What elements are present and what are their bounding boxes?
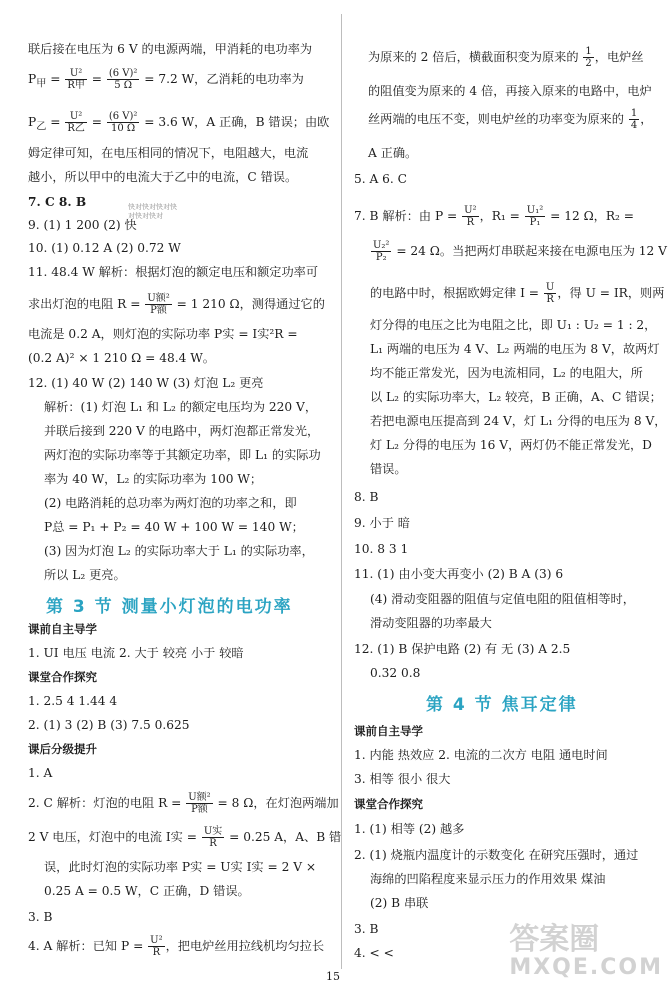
text-line: 灯分得的电压之比为电阻之比，即 U₁ : U₂ = 1 : 2， [370,318,657,332]
answer-line: 3. B [28,910,53,924]
formula-p-jia: $P_甲$ = $\frac{\text{U²}}{\text{R甲}}$ = $\frac{\text{(6 V)²}}{5 \Omega}$ = 7.2 W，乙消耗的电功率为 [28,68,304,91]
fraction: $\frac{\text{U₂²}}{\text{P₂}}$ [373,240,390,263]
answer-line: 2. (1) 烧瓶内温度计的示数变化 在研究压强时，通过 [354,848,639,862]
answer-10: 10. (1) 0.12 A (2) 0.72 W [28,241,181,255]
answer-line: 1. (1) 相等 (2) 越多 [354,822,465,836]
text-line: 联后接在电压为 6 V 的电源两端，甲消耗的电功率为 [28,42,313,56]
text-line: 并联后接到 220 V 的电路中，两灯泡都正常发光， [44,424,320,438]
answer-line: 10. 8 3 1 [354,542,409,556]
subsection-heading: 课后分级提升 [28,742,97,756]
answer-line: 1. UI 电压 电流 2. 大于 较亮 小于 较暗 [28,646,244,660]
fraction: $\frac{\text{U²}}{\text{R乙}}$ [67,111,85,134]
answer-7-formula: 7. B 解析：由 P = $\frac{\text{U²}}{R}$ ，R₁ = $\frac{\text{U₁²}}{\text{P₁}}$ = 12 Ω，R₂ = [354,205,635,228]
section-3-title: 第 3 节 测量小灯泡的电功率 [46,597,293,617]
answer-12: 12. (1) 40 W (2) 140 W (3) 灯泡 L₂ 更亮 [28,376,264,390]
fraction: $\frac{\text{U额²}}{\text{P额}}$ [147,293,170,316]
answer-2-current: 2 V 电压，灯泡中的电流 I实 = $\frac{\text{U实}}{R}$ = 0.25 A，A、B 错 [28,826,342,849]
text-line: 的阻值变为原来的 4 倍，再接入原来的电路中，电炉 [368,84,652,98]
text-line: L₁ 两端的电压为 4 V、L₂ 两端的电压为 8 V，故两灯 [370,342,660,356]
text-line: 若把电源电压提高到 24 V，灯 L₁ 分得的电压为 8 V， [370,414,667,428]
text-line: (3) 因为灯泡 L₂ 的实际功率大于 L₁ 的实际功率， [44,544,314,558]
text-line: A 正确。 [368,146,418,160]
text-line: 误，此时灯泡的实际功率 P实 = U实 I实 = 2 V × [44,860,317,874]
text-line: 为原来的 2 倍后，横截面积变为原来的 $\frac{1}{2}$ ，电炉丝 [368,46,644,69]
text-line: 海绵的凹陷程度来显示压力的作用效果 煤油 [370,872,606,886]
answer-line: 1. A [28,766,53,780]
subsection-heading: 课堂合作探究 [28,670,97,684]
subsection-heading: 课堂合作探究 [354,797,423,811]
answer-line: 11. (1) 由小变大再变小 (2) B A (3) 6 [354,567,564,581]
stamp-mark: 快对快对快对快对快对快对 [128,203,177,220]
text-line: 均不能正常发光，因为电流相同，L₂ 的电阻大，所 [370,366,643,380]
answer-11: 11. 48.4 W 解析：根据灯泡的额定电压和额定功率可 [28,265,319,279]
answer-line: 3. 相等 很小 很大 [354,772,451,786]
text-line: 丝两端的电压不变，则电炉丝的功率变为原来的 $\frac{1}{4}$ ， [368,108,653,131]
answer-line: 8. B [354,490,379,504]
text-line: 电流是 0.2 A，则灯泡的实际功率 P实 = I实²R = [28,327,298,341]
section-4-title: 第 4 节 焦耳定律 [426,695,578,715]
text-line: 0.32 0.8 [370,666,421,680]
subsection-heading: 课前自主导学 [28,622,97,636]
fraction: $\frac{\text{U额²}}{\text{P额}}$ [188,792,211,815]
answer-line: 12. (1) B 保护电路 (2) 有 无 (3) A 2.5 [354,642,571,656]
answer-line: 1. 2.5 4 1.44 4 [28,694,118,708]
text-line: (0.2 A)² × 1 210 Ω = 48.4 W。 [28,351,215,365]
answer-line: 1. 内能 热效应 2. 电流的二次方 电阻 通电时间 [354,748,608,762]
fraction: $\frac{\text{(6 V)²}}{10 \Omega}$ [108,111,138,134]
text-line: 姆定律可知，在电压相同的情况下，电阻越大，电流 [28,146,309,160]
text-line: 滑动变阻器的功率最大 [370,616,492,630]
answer-7-8: 7. C 8. B [28,195,87,209]
formula-resistance: 求出灯泡的电阻 R = $\frac{\text{U额²}}{\text{P额}}$ = 1 210 Ω，测得通过它的 [28,293,325,316]
text-line: (4) 滑动变阻器的阻值与定值电阻的阻值相等时， [370,592,635,606]
fraction: $\frac{\text{U²}}{R}$ [150,935,163,958]
text-line: 所以 L₂ 更亮。 [44,568,126,582]
text-line: 以 L₂ 的实际功率大，L₂ 较亮，B 正确，A、C 错误； [370,390,662,404]
answer-line: 2. (1) 3 (2) B (3) 7.5 0.625 [28,718,190,732]
answer-line: 4. < < [354,946,394,960]
fraction: $\frac{\text{(6 V)²}}{5 \Omega}$ [108,68,138,91]
formula-p-yi: $P_乙$ = $\frac{\text{U²}}{\text{R乙}}$ = $\frac{\text{(6 V)²}}{10 \Omega}$ = 3.6 W，A 正确，B 错误；由欧 [28,111,330,134]
text-line: 灯 L₂ 分得的电压为 16 V，两灯仍不能正常发光，D [370,438,652,452]
text-line: P总 = P₁ + P₂ = 40 W + 100 W = 140 W； [44,520,304,534]
answer-line: 9. 小于 暗 [354,516,410,530]
answer-2-formula: 2. C 解析：灯泡的电阻 R = $\frac{\text{U额²}}{\text{P额}}$ = 8 Ω，在灯泡两端加 [28,792,339,815]
subsection-heading: 课前自主导学 [354,724,423,738]
text-line: 0.25 A = 0.5 W，C 正确，D 错误。 [44,884,250,898]
fraction: $\frac{1}{2}$ [585,46,592,69]
answer-4-formula: 4. A 解析：已知 P = $\frac{\text{U²}}{R}$ ，把电炉丝用拉线机均匀拉长 [28,935,325,958]
text-line: 解析：(1) 灯泡 L₁ 和 L₂ 的额定电压均为 220 V， [44,400,318,414]
fraction: $\frac{\text{U₁²}}{\text{P₁}}$ [526,205,544,228]
text-line: 越小，所以甲中的电流大于乙中的电流，C 错误。 [28,170,298,184]
text-line: (2) 电路消耗的总功率为两灯泡的功率之和，即 [44,496,297,510]
answer-9: 9. (1) 1 200 (2) 快 [28,218,137,232]
page-number: 15 [326,970,340,983]
fraction: $\frac{\text{U实}}{R}$ [203,826,223,849]
watermark-logo: 答案圈 MXQE.COM [509,922,663,980]
answer-line: 3. B [354,922,379,936]
text-line: $\frac{\text{U₂²}}{\text{P₂}}$ = 24 Ω。当把两灯串联起来接在电源电压为 12 V [373,240,667,263]
text-line: 两灯泡的实际功率等于其额定功率，即 L₁ 的实际功 [44,448,321,462]
text-line: 率为 40 W，L₂ 的实际功率为 100 W； [44,472,263,486]
text-line: 的电路中时，根据欧姆定律 I = $\frac{U}{R}$ ，得 U = IR，则两 [370,282,665,305]
text-line: (2) B 串联 [370,896,429,910]
fraction: $\frac{\text{U²}}{R}$ [464,205,477,228]
text-line: 错误。 [370,462,407,476]
fraction: $\frac{U}{R}$ [545,282,555,305]
answer-5-6: 5. A 6. C [354,172,408,186]
fraction: $\frac{\text{U²}}{\text{R甲}}$ [67,68,85,91]
fraction: $\frac{1}{4}$ [630,108,638,131]
